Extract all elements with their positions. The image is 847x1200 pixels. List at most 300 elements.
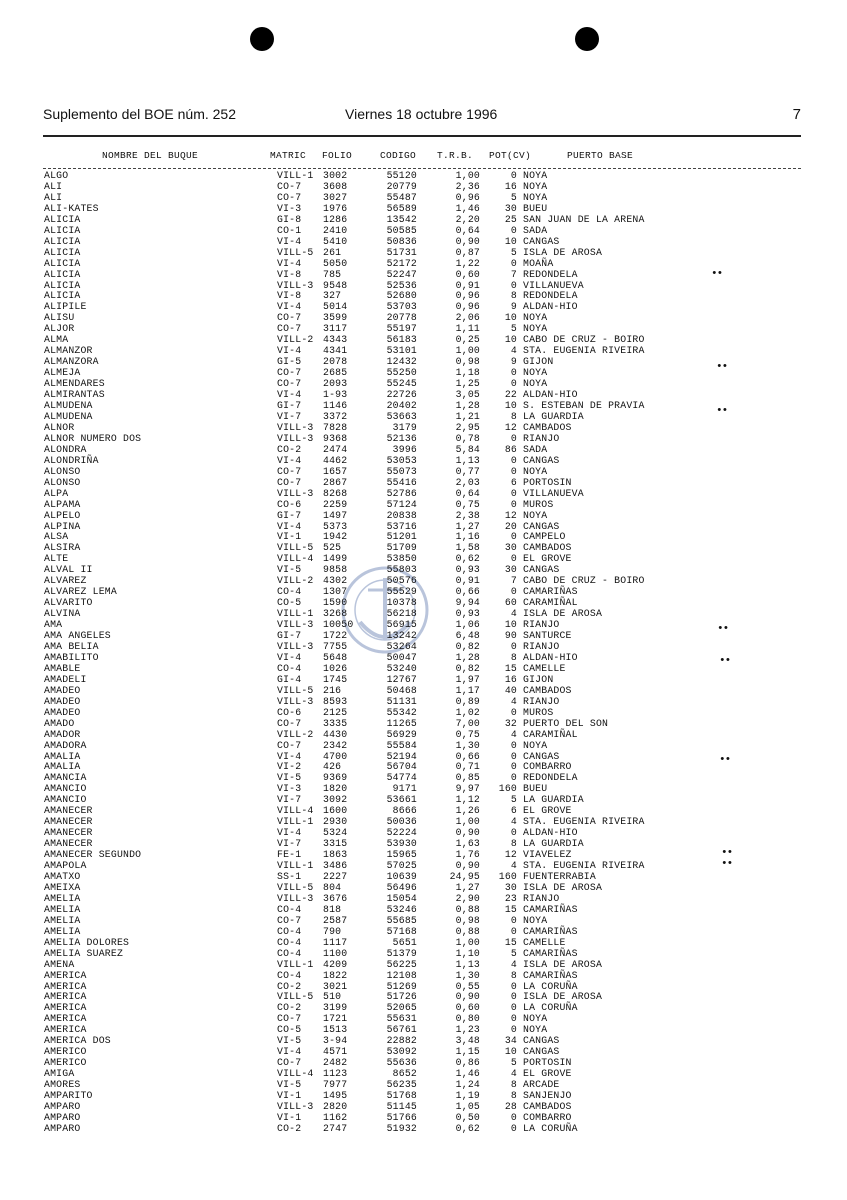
folio-cell: 7977 xyxy=(323,1079,348,1091)
folio-cell: 1590 xyxy=(323,597,348,609)
trb-cell: 1,19 xyxy=(455,1090,480,1102)
folio-cell: 4462 xyxy=(323,454,348,466)
vessel-name: ALICIA xyxy=(44,290,81,302)
trb-cell: 1,13 xyxy=(455,454,480,466)
matric-cell: VI-4 xyxy=(277,257,302,269)
folio-cell: 2587 xyxy=(323,914,348,926)
matric-cell: VI-4 xyxy=(277,454,302,466)
trb-cell: 2,95 xyxy=(455,421,480,433)
table-row xyxy=(44,270,645,281)
matric-cell: VI-1 xyxy=(277,1111,302,1123)
puerto-base-cell: CAMBADOS xyxy=(523,542,572,554)
matric-cell: CO-4 xyxy=(277,936,302,948)
vessel-name: AMADOR xyxy=(44,728,81,740)
codigo-cell: 52786 xyxy=(386,487,417,499)
pot-cell: 6 xyxy=(510,805,517,817)
matric-cell: CO-7 xyxy=(277,739,302,751)
folio-cell: 2093 xyxy=(323,378,348,390)
pot-cell: 8 xyxy=(510,838,517,850)
vessel-name: AMABLE xyxy=(44,662,81,674)
vessel-name: AMATXO xyxy=(44,871,81,882)
matric-cell: VILL-1 xyxy=(277,860,314,872)
trb-cell: 0,88 xyxy=(455,903,480,915)
pot-cell: 15 xyxy=(504,936,517,948)
pot-cell: 0 xyxy=(510,224,517,236)
codigo-cell: 9171 xyxy=(392,783,417,795)
codigo-cell: 55803 xyxy=(386,564,417,576)
folio-cell: 3599 xyxy=(323,312,348,324)
pot-cell: 12 xyxy=(504,849,517,861)
puerto-base-cell: CAMPELO xyxy=(523,531,566,543)
pot-cell: 8 xyxy=(510,969,517,981)
puerto-base-cell: REDONDELA xyxy=(523,290,578,302)
codigo-cell: 56218 xyxy=(386,608,417,620)
pot-cell: 32 xyxy=(504,717,517,729)
pot-cell: 0 xyxy=(510,827,517,839)
vessel-name: AMANECER SEGUNDO xyxy=(44,849,142,861)
codigo-cell: 50036 xyxy=(386,816,417,828)
matric-cell: VILL-1 xyxy=(277,958,314,970)
folio-cell: 3372 xyxy=(323,410,348,422)
pot-cell: 40 xyxy=(504,684,517,696)
table-row xyxy=(44,500,645,511)
codigo-cell: 52136 xyxy=(386,432,417,444)
folio-cell: 804 xyxy=(323,881,342,893)
pot-cell: 15 xyxy=(504,662,517,674)
matric-cell: VILL-3 xyxy=(277,279,314,291)
vessel-name: AMERICO xyxy=(44,1057,87,1069)
codigo-cell: 52194 xyxy=(386,750,417,762)
pot-cell: 0 xyxy=(510,640,517,652)
puerto-base-cell: PORTOSIN xyxy=(523,1057,572,1069)
pot-cell: 0 xyxy=(510,980,517,992)
vessel-name: AMERICA xyxy=(44,991,87,1003)
pot-cell: 0 xyxy=(510,914,517,926)
codigo-cell: 52247 xyxy=(386,268,417,280)
vessel-name: ALICIA xyxy=(44,213,81,225)
punch-hole-right xyxy=(575,27,599,51)
codigo-cell: 8652 xyxy=(392,1068,417,1080)
trb-cell: 1,18 xyxy=(455,367,480,379)
folio-cell: 9368 xyxy=(323,432,348,444)
matric-cell: CO-7 xyxy=(277,312,302,324)
folio-cell: 1286 xyxy=(323,213,348,225)
folio-cell: 1307 xyxy=(323,586,348,598)
vessel-name: ALONSO xyxy=(44,465,81,477)
codigo-cell: 53850 xyxy=(386,553,417,565)
trb-cell: 0,87 xyxy=(455,246,480,258)
pot-cell: 30 xyxy=(504,564,517,576)
puerto-base-cell: SADA xyxy=(523,443,548,455)
codigo-cell: 51145 xyxy=(386,1101,417,1113)
table-row xyxy=(44,949,645,960)
trb-cell: 2,90 xyxy=(455,892,480,904)
matric-cell: CO-7 xyxy=(277,465,302,477)
puerto-base-cell: CANGAS xyxy=(523,235,560,247)
trb-cell: 0,64 xyxy=(455,487,480,499)
margin-mark: •• xyxy=(719,655,731,667)
pot-cell: 10 xyxy=(504,334,517,346)
puerto-base-cell: CARAMIÑAL xyxy=(523,597,578,609)
vessel-name: ALICIA xyxy=(44,257,81,269)
pot-cell: 0 xyxy=(510,586,517,598)
trb-cell: 1,00 xyxy=(455,170,480,181)
puerto-base-cell: STA. EUGENIA RIVEIRA xyxy=(523,345,645,357)
vessel-name: ALJOR xyxy=(44,323,75,335)
vessel-name: ALMUDENA xyxy=(44,410,93,422)
folio-cell: 1117 xyxy=(323,936,348,948)
pot-cell: 16 xyxy=(504,180,517,192)
matric-cell: CO-7 xyxy=(277,1013,302,1025)
folio-cell: 790 xyxy=(323,925,342,937)
codigo-cell: 54774 xyxy=(386,772,417,784)
matric-cell: CO-7 xyxy=(277,180,302,192)
codigo-cell: 10378 xyxy=(386,597,417,609)
codigo-cell: 55342 xyxy=(386,706,417,718)
folio-cell: 1745 xyxy=(323,673,348,685)
codigo-cell: 55197 xyxy=(386,323,417,335)
pot-cell: 7 xyxy=(510,575,517,587)
vessel-name: AMALIA xyxy=(44,761,81,773)
col-trb: T.R.B. xyxy=(437,150,474,161)
codigo-cell: 52680 xyxy=(386,290,417,302)
pot-cell: 8 xyxy=(510,290,517,302)
codigo-cell: 51379 xyxy=(386,947,417,959)
folio-cell: 1722 xyxy=(323,630,348,642)
codigo-cell: 22882 xyxy=(386,1035,417,1047)
trb-cell: 1,26 xyxy=(455,805,480,817)
matric-cell: VI-4 xyxy=(277,301,302,313)
folio-cell: 4430 xyxy=(323,728,348,740)
puerto-base-cell: EL GROVE xyxy=(523,1068,572,1080)
folio-cell: 5373 xyxy=(323,520,348,532)
pot-cell: 0 xyxy=(510,432,517,444)
puerto-base-cell: NOYA xyxy=(523,367,548,379)
folio-cell: 5410 xyxy=(323,235,348,247)
puerto-base-cell: SANJENJO xyxy=(523,1090,572,1102)
puerto-base-cell: ISLA DE AROSA xyxy=(523,991,603,1003)
puerto-base-cell: CANGAS xyxy=(523,454,560,466)
folio-cell: 1-93 xyxy=(323,389,348,401)
matric-cell: VI-4 xyxy=(277,1046,302,1058)
codigo-cell: 20402 xyxy=(386,400,417,412)
puerto-base-cell: PORTOSIN xyxy=(523,476,572,488)
puerto-base-cell: CAMELLE xyxy=(523,936,566,948)
matric-cell: VILL-3 xyxy=(277,432,314,444)
vessel-name: AMELIA xyxy=(44,914,81,926)
vessel-name: AMELIA xyxy=(44,903,81,915)
folio-cell: 2820 xyxy=(323,1101,348,1113)
matric-cell: CO-4 xyxy=(277,586,302,598)
folio-cell: 5648 xyxy=(323,651,348,663)
codigo-cell: 53663 xyxy=(386,410,417,422)
matric-cell: VI-7 xyxy=(277,838,302,850)
matric-cell: CO-4 xyxy=(277,947,302,959)
publication-date: Viernes 18 octubre 1996 xyxy=(345,106,498,122)
vessel-name: ALVARITO xyxy=(44,597,93,609)
codigo-cell: 50468 xyxy=(386,684,417,696)
puerto-base-cell: ALDAN-HIO xyxy=(523,827,578,839)
pot-cell: 34 xyxy=(504,1035,517,1047)
puerto-base-cell: NOYA xyxy=(523,378,548,390)
folio-cell: 1162 xyxy=(323,1111,348,1123)
pot-cell: 0 xyxy=(510,531,517,543)
trb-cell: 0,82 xyxy=(455,640,480,652)
margin-mark: •• xyxy=(711,268,723,280)
vessel-name: ALISU xyxy=(44,312,75,324)
puerto-base-cell: CABO DE CRUZ - BOIRO xyxy=(523,575,645,587)
vessel-name: AMADEO xyxy=(44,706,81,718)
codigo-cell: 53092 xyxy=(386,1046,417,1058)
puerto-base-cell: NOYA xyxy=(523,914,548,926)
pot-cell: 4 xyxy=(510,695,517,707)
table-row xyxy=(44,971,645,982)
puerto-base-cell: CAMBADOS xyxy=(523,1101,572,1113)
matric-cell: VI-4 xyxy=(277,389,302,401)
pot-cell: 5 xyxy=(510,323,517,335)
matric-cell: CO-4 xyxy=(277,925,302,937)
trb-cell: 1,02 xyxy=(455,706,480,718)
col-puerto: PUERTO BASE xyxy=(567,150,634,161)
margin-mark: •• xyxy=(721,858,733,870)
trb-cell: 0,78 xyxy=(455,432,480,444)
codigo-cell: 53661 xyxy=(386,794,417,806)
folio-cell: 510 xyxy=(323,991,342,1003)
matric-cell: CO-2 xyxy=(277,1122,302,1134)
trb-cell: 1,13 xyxy=(455,958,480,970)
margin-mark: •• xyxy=(719,754,731,766)
vessel-name: ALMEJA xyxy=(44,367,81,379)
vessel-name: ALI xyxy=(44,191,63,203)
codigo-cell: 3996 xyxy=(392,443,417,455)
puerto-base-cell: ALDAN-HIO xyxy=(523,301,578,313)
margin-mark: •• xyxy=(721,847,733,859)
table-row xyxy=(44,708,645,719)
trb-cell: 0,98 xyxy=(455,356,480,368)
puerto-base-cell: RIANJO xyxy=(523,619,560,631)
puerto-base-cell: NOYA xyxy=(523,739,548,751)
puerto-base-cell: RIANJO xyxy=(523,892,560,904)
matric-cell: GI-4 xyxy=(277,673,302,685)
vessel-name: ALPELO xyxy=(44,509,81,521)
puerto-base-cell: RIANJO xyxy=(523,432,560,444)
matric-cell: VI-1 xyxy=(277,531,302,543)
codigo-cell: 55245 xyxy=(386,378,417,390)
codigo-cell: 55416 xyxy=(386,476,417,488)
trb-cell: 9,94 xyxy=(455,597,480,609)
pot-cell: 0 xyxy=(510,761,517,773)
matric-cell: VI-3 xyxy=(277,202,302,214)
vessel-name: ALONDRA xyxy=(44,443,87,455)
puerto-base-cell: CAMARIÑAS xyxy=(523,969,578,981)
vessel-name: AMERICA xyxy=(44,980,87,992)
folio-cell: 3092 xyxy=(323,794,348,806)
trb-cell: 2,20 xyxy=(455,213,480,225)
puerto-base-cell: RIANJO xyxy=(523,640,560,652)
puerto-base-cell: LA CORUÑA xyxy=(523,1002,578,1014)
folio-cell: 3676 xyxy=(323,892,348,904)
folio-cell: 2930 xyxy=(323,816,348,828)
vessel-name: ALICIA xyxy=(44,268,81,280)
matric-cell: VI-2 xyxy=(277,761,302,773)
folio-cell: 1146 xyxy=(323,400,348,412)
codigo-cell: 55631 xyxy=(386,1013,417,1025)
trb-cell: 1,00 xyxy=(455,345,480,357)
folio-cell: 3021 xyxy=(323,980,348,992)
codigo-cell: 55073 xyxy=(386,465,417,477)
vessel-name: AMORES xyxy=(44,1079,81,1091)
puerto-base-cell: BUEU xyxy=(523,202,548,214)
trb-cell: 1,15 xyxy=(455,1046,480,1058)
matric-cell: CO-6 xyxy=(277,706,302,718)
folio-cell: 1657 xyxy=(323,465,348,477)
trb-cell: 3,05 xyxy=(455,389,480,401)
vessel-name: AMANECER xyxy=(44,827,93,839)
matric-cell: VILL-4 xyxy=(277,1068,314,1080)
pot-cell: 0 xyxy=(510,925,517,937)
folio-cell: 4700 xyxy=(323,750,348,762)
folio-cell: 1513 xyxy=(323,1024,348,1036)
matric-cell: VILL-2 xyxy=(277,728,314,740)
puerto-base-cell: STA. EUGENIA RIVEIRA xyxy=(523,816,645,828)
puerto-base-cell: BUEU xyxy=(523,783,548,795)
codigo-cell: 50047 xyxy=(386,651,417,663)
margin-mark: •• xyxy=(717,623,729,635)
vessel-name: AMADEO xyxy=(44,695,81,707)
vessel-name: AMERICA xyxy=(44,1002,87,1014)
matric-cell: CO-7 xyxy=(277,191,302,203)
codigo-cell: 10639 xyxy=(386,871,417,882)
codigo-cell: 51766 xyxy=(386,1111,417,1123)
matric-cell: CO-2 xyxy=(277,443,302,455)
pot-cell: 30 xyxy=(504,881,517,893)
trb-cell: 1,06 xyxy=(455,619,480,631)
trb-cell: 3,48 xyxy=(455,1035,480,1047)
puerto-base-cell: NOYA xyxy=(523,312,548,324)
folio-cell: 2125 xyxy=(323,706,348,718)
pot-cell: 5 xyxy=(510,246,517,258)
pot-cell: 0 xyxy=(510,750,517,762)
matric-cell: VILL-3 xyxy=(277,640,314,652)
vessel-name: AMA BELIA xyxy=(44,640,99,652)
pot-cell: 0 xyxy=(510,498,517,510)
pot-cell: 0 xyxy=(510,378,517,390)
matric-cell: VILL-1 xyxy=(277,816,314,828)
table-row xyxy=(44,741,645,752)
folio-cell: 426 xyxy=(323,761,342,773)
pot-cell: 10 xyxy=(504,400,517,412)
vessel-register-table xyxy=(44,171,645,1135)
folio-cell: 3608 xyxy=(323,180,348,192)
folio-cell: 2685 xyxy=(323,367,348,379)
pot-cell: 10 xyxy=(504,1046,517,1058)
matric-cell: VILL-3 xyxy=(277,619,314,631)
folio-cell: 2227 xyxy=(323,871,348,882)
trb-cell: 0,88 xyxy=(455,925,480,937)
pot-cell: 0 xyxy=(510,1122,517,1134)
pot-cell: 4 xyxy=(510,1068,517,1080)
vessel-name: ALPINA xyxy=(44,520,81,532)
puerto-base-cell: CAMARIÑAS xyxy=(523,947,578,959)
header-rule xyxy=(43,135,801,137)
trb-cell: 0,98 xyxy=(455,914,480,926)
folio-cell: 3-94 xyxy=(323,1035,348,1047)
codigo-cell: 53101 xyxy=(386,345,417,357)
pot-cell: 10 xyxy=(504,312,517,324)
folio-cell: 1942 xyxy=(323,531,348,543)
matric-cell: VI-7 xyxy=(277,410,302,422)
matric-cell: CO-7 xyxy=(277,717,302,729)
vessel-name: ALICIA xyxy=(44,279,81,291)
vessel-name: AMPARO xyxy=(44,1101,81,1113)
pot-cell: 4 xyxy=(510,728,517,740)
puerto-base-cell: NOYA xyxy=(523,465,548,477)
folio-cell: 4209 xyxy=(323,958,348,970)
folio-cell: 3315 xyxy=(323,838,348,850)
pot-cell: 8 xyxy=(510,651,517,663)
puerto-base-cell: EL GROVE xyxy=(523,805,572,817)
folio-cell: 785 xyxy=(323,268,342,280)
page-number: 7 xyxy=(792,106,801,123)
codigo-cell: 50836 xyxy=(386,235,417,247)
trb-cell: 1,28 xyxy=(455,651,480,663)
vessel-name: ALMIRANTAS xyxy=(44,389,105,401)
puerto-base-cell: LA CORUÑA xyxy=(523,980,578,992)
codigo-cell: 51269 xyxy=(386,980,417,992)
puerto-base-cell: VILLANUEVA xyxy=(523,279,584,291)
puerto-base-cell: COMBARRO xyxy=(523,1111,572,1123)
matric-cell: GI-7 xyxy=(277,400,302,412)
pot-cell: 8 xyxy=(510,410,517,422)
vessel-name: AMADEO xyxy=(44,684,81,696)
pot-cell: 0 xyxy=(510,1013,517,1025)
puerto-base-cell: ISLA DE AROSA xyxy=(523,608,603,620)
codigo-cell: 13242 xyxy=(386,630,417,642)
matric-cell: VI-4 xyxy=(277,750,302,762)
col-codigo: CODIGO xyxy=(380,150,417,161)
vessel-name: AMANECER xyxy=(44,805,93,817)
pot-cell: 8 xyxy=(510,1090,517,1102)
matric-cell: VI-4 xyxy=(277,651,302,663)
vessel-name: AMANCIA xyxy=(44,772,87,784)
vessel-name: AMAPOLA xyxy=(44,860,87,872)
trb-cell: 0,64 xyxy=(455,224,480,236)
codigo-cell: 11265 xyxy=(386,717,417,729)
vessel-name: ALVAL II xyxy=(44,564,93,576)
trb-cell: 0,91 xyxy=(455,279,480,291)
codigo-cell: 51131 xyxy=(386,695,417,707)
puerto-base-cell: ALDAN-HIO xyxy=(523,651,578,663)
codigo-cell: 55120 xyxy=(386,170,417,181)
col-folio: FOLIO xyxy=(322,150,353,161)
puerto-base-cell: NOYA xyxy=(523,170,548,181)
vessel-name: ALMANZOR xyxy=(44,345,93,357)
vessel-name: AMELIA SUAREZ xyxy=(44,947,124,959)
trb-cell: 1,22 xyxy=(455,257,480,269)
folio-cell: 3117 xyxy=(323,323,348,335)
puerto-base-cell: ISLA DE AROSA xyxy=(523,958,603,970)
matric-cell: CO-5 xyxy=(277,597,302,609)
puerto-base-cell: VILLANUEVA xyxy=(523,487,584,499)
matric-cell: VI-4 xyxy=(277,827,302,839)
codigo-cell: 20778 xyxy=(386,312,417,324)
codigo-cell: 55487 xyxy=(386,191,417,203)
trb-cell: 0,60 xyxy=(455,1002,480,1014)
codigo-cell: 20838 xyxy=(386,509,417,521)
matric-cell: VI-7 xyxy=(277,794,302,806)
trb-cell: 1,23 xyxy=(455,1024,480,1036)
pot-cell: 5 xyxy=(510,1057,517,1069)
